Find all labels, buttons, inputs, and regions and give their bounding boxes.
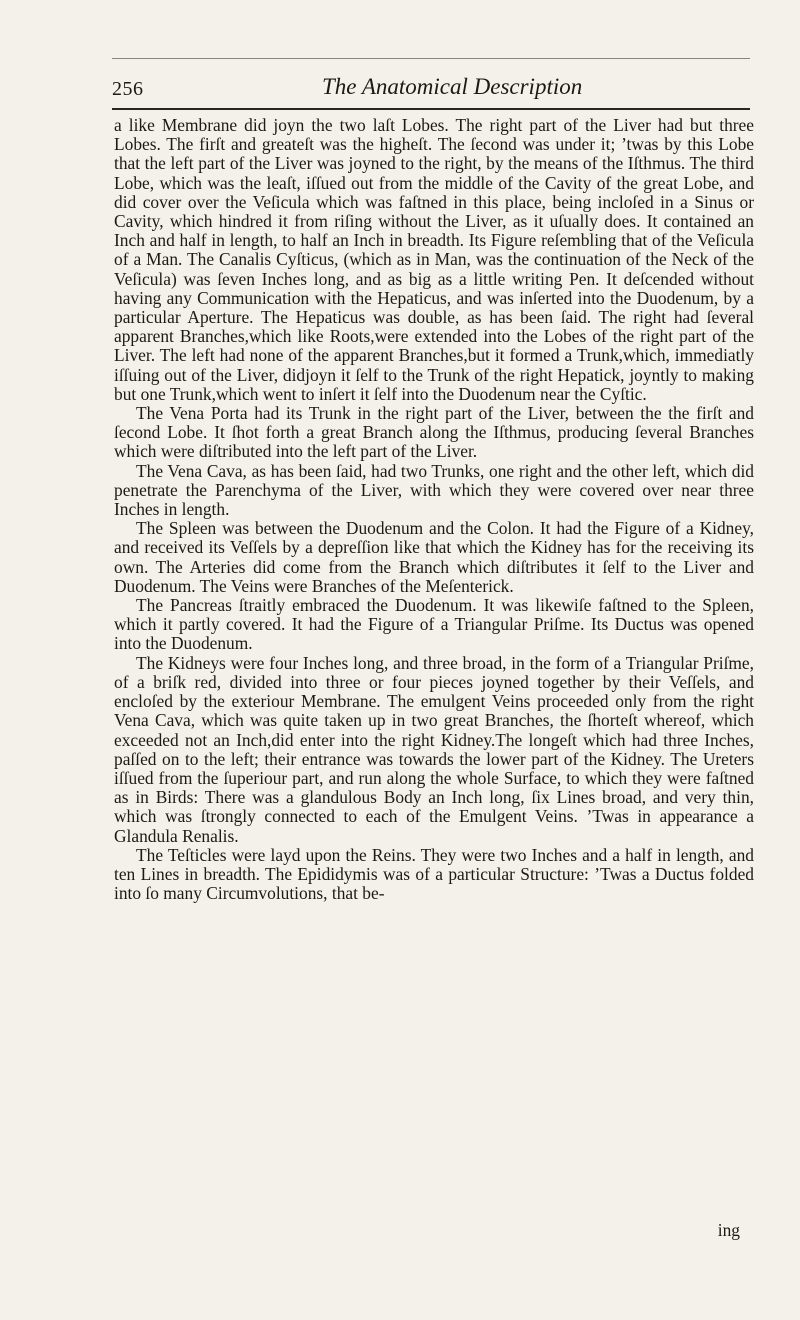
paragraph-liver-lobes: a like Membrane did joyn the two laſt Lobes. The right part of the Liver had but three Lobes. The firſt and greateſt was the higheſt. The ſecond was under it; ’twas by this Lobe that the left part of the Liver was joyned to the right, by the means of the Iſthmus. The third Lobe, which was the leaſt, iſſued out from the middle of the Cavity of the great Lobe, and did cover over the Veſicula which was faſtned in this place, being incloſed in a Sinus or Cavity, which hindred it from riſing without the Liver, as it uſually does. It contained an Inch and half in length, to half an Inch in breadth. Its Figure reſembling that of the Veſicula of a Man. The Canalis Cyſticus, (which as in Man, was the continuation of the Neck of the Veſicula) was ſeven Inches long, and as big as a little writing Pen. It deſcended without having any Communication with the Hepaticus, and was inſerted into the Duodenum, by a particular Aperture. The Hepaticus was double, as has been ſaid. The right had ſeveral apparent Branches,which like Roots,were extended into the Lobes of the right part of the Liver. The left had none of the apparent Branches,but it formed a Trunk,which, immediatly iſſuing out of the Liver, didjoyn it ſelf to the Trunk of the right Hepatick, joyntly to making but one Trunk,which went to inſert it ſelf into the Duodenum near the Cyſtic. (114, 115, 754, 404)
paragraph-kidneys: The Kidneys were four Inches long, and three broad, in the form of a Triangular Priſme, of a briſk red, divided into three or four pieces joyned together by their Veſſels, and encloſed by the exteriour Membrane. The emulgent Veins proceeded only from the right Vena Cava, which was quite taken up in two great Branches, the ſhorteſt whereof, which exceeded not an Inch,did enter into the right Kidney.The longeſt which had three Inches, paſſed on to the left; their entrance was towards the lower part of the Kidney. The Ureters iſſued from the ſuperiour part, and run along the whole Surface, to which they were faſtned as in Birds: There was a glandulous Body an Inch long, ſix Lines broad, and very thin, which was ſtrongly connected to each of the Emulgent Veins. ’Twas in appearance a Glandula Renalis. (114, 652, 754, 846)
running-title: The Anatomical Description (322, 74, 583, 99)
catchword: ing (717, 1220, 740, 1240)
paragraph-vena-porta: The Vena Porta had its Trunk in the right part of the Liver, between the the firſt and ſecond Lobe. It ſhot forth a great Branch along the Iſthmus, producing ſeveral Branches which were diſtributed into the left part of the Liver. (114, 403, 754, 462)
paragraph-testicles: The Teſticles were layd upon the Reins. They were two Inches and a half in length, and ten Lines in breadth. The Epididymis was of a particular Structure: ’Twas a Ductus folded into ſo many Circumvolutions, that be- (114, 844, 754, 904)
body-text (114, 116, 754, 903)
page-header (112, 74, 744, 108)
paragraph-vena-cava: The Vena Cava, as has been ſaid, had two Trunks, one right and the other left, which did penetrate the Parenchyma of the Liver, with which they were covered over near three Inches in length. (114, 460, 754, 520)
top-rule (112, 58, 750, 59)
paragraph-spleen: The Spleen was between the Duodenum and the Colon. It had the Figure of a Kidney, and received its Veſſels by a depreſſion like that which the Kidney has for the receiving its own. The Arteries did come from the Branch which diſtributes it ſelf to the Liver and Duodenum. The Veins were Branches of the Meſenterick. (114, 518, 754, 596)
page-number: 256 (112, 78, 144, 100)
paragraph-pancreas: The Pancreas ſtraitly embraced the Duodenum. It was likewiſe faſtned to the Spleen, which it partly covered. It had the Figure of a Triangular Priſme. Its Ductus was opened into the Duodenum. (114, 595, 754, 654)
header-rule (112, 108, 750, 110)
